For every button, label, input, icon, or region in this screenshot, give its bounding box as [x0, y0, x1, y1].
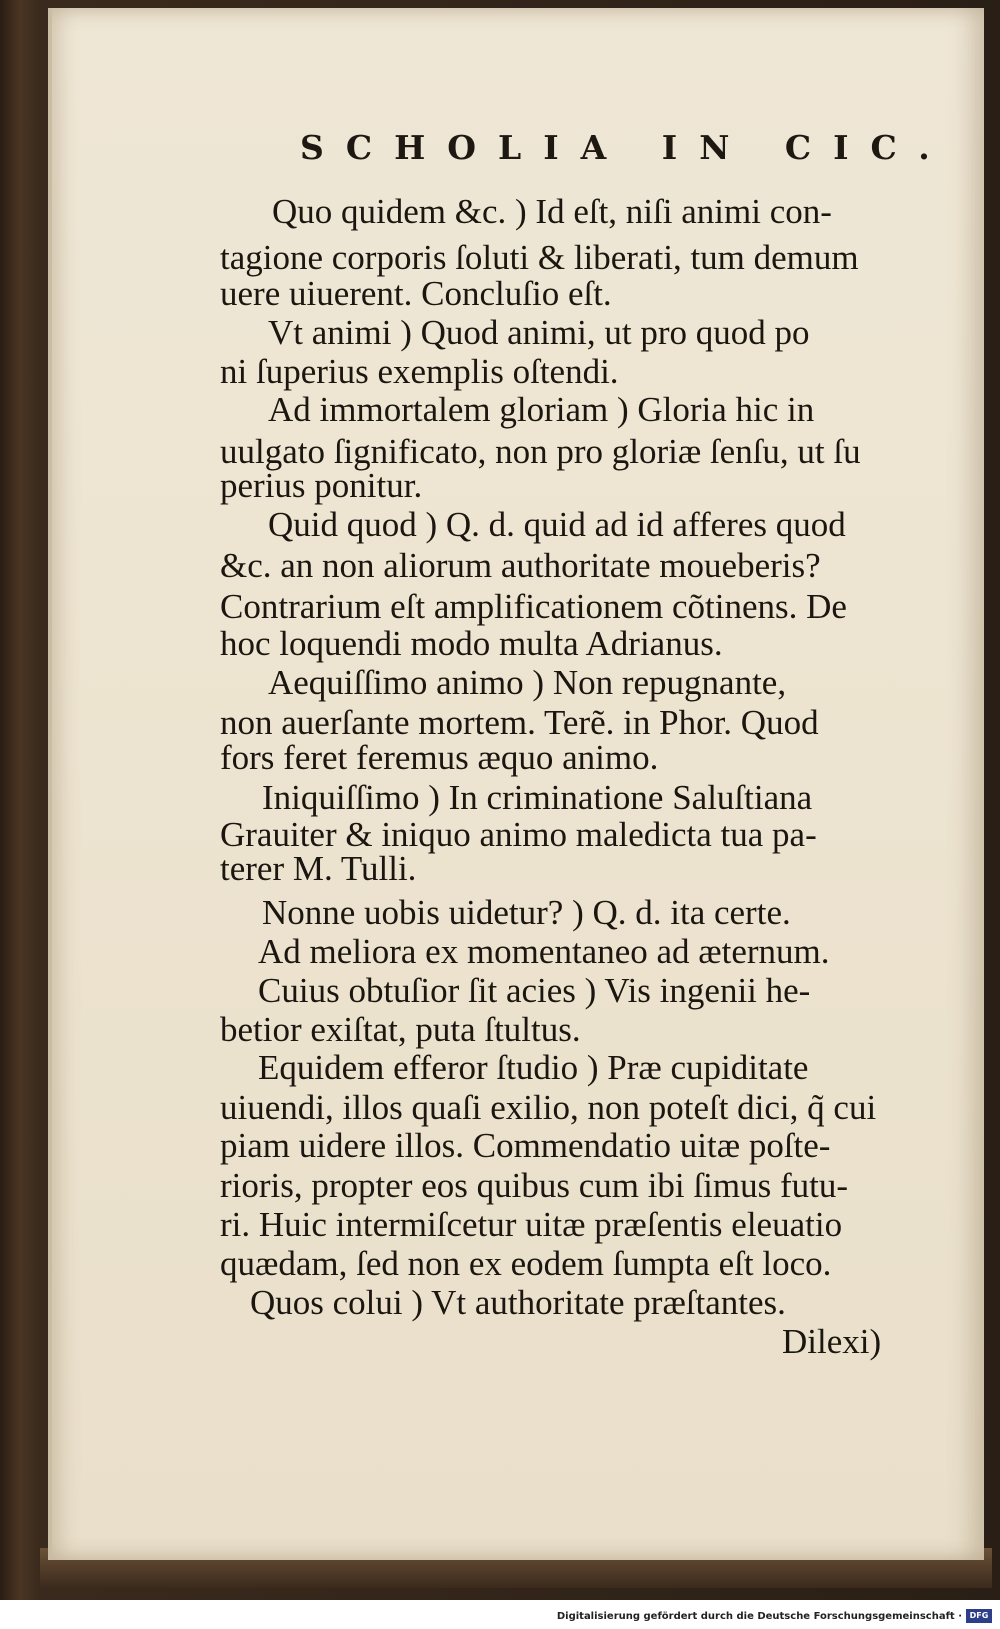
text-line: Grauiter & iniquo animo maledicta tua pa- [220, 815, 817, 854]
text-line: non auerſante mortem. Terẽ. in Phor. Quod [220, 703, 819, 742]
text-line: Equidem efferor ſtudio ) Præ cupiditate [258, 1048, 809, 1087]
digitization-credit: Digitalisierung gefördert durch die Deutsche Forschungsgemeinschaft · [556, 1611, 962, 1622]
text-line: uere uiuerent. Concluſio eſt. [220, 274, 612, 313]
text-line: fors feret feremus æquo animo. [220, 738, 659, 777]
text-line: piam uidere illos. Commendatio uitæ poſte- [220, 1126, 831, 1165]
text-line: Quo quidem &c. ) Id eſt, niſi animi con- [272, 192, 832, 231]
text-line: betior exiſtat, puta ſtultus. [220, 1010, 581, 1049]
text-line: rioris, propter eos quibus cum ibi ſimus futu- [220, 1166, 848, 1205]
text-line: Ad meliora ex momentaneo ad æternum. [258, 932, 830, 971]
text-line: Contrarium eſt amplificationem cõtinens. De [220, 587, 847, 626]
text-line: quædam, ſed non ex eodem ſumpta eſt loco. [220, 1244, 832, 1283]
text-line: terer M. Tulli. [220, 849, 417, 888]
text-line: uiuendi, illos quaſi exilio, non poteſt dici, q̃ cui [220, 1088, 877, 1127]
dfg-logo: DFG [966, 1609, 992, 1623]
text-line: hoc loquendi modo multa Adrianus. [220, 624, 723, 663]
text-line: Quid quod ) Q. d. quid ad id afferes quod [268, 505, 846, 544]
text-line: Iniquiſſimo ) In criminatione Saluſtiana [262, 778, 813, 817]
text-line: Ad immortalem gloriam ) Gloria hic in [268, 390, 815, 429]
text-line: uulgato ſignificato, non pro gloriæ ſenſu, ut ſu [220, 432, 861, 471]
text-line: Vt animi ) Quod animi, ut pro quod po [268, 313, 810, 352]
text-line: Cuius obtuſior ſit acies ) Vis ingenii he- [258, 971, 811, 1010]
running-header: SCHOLIA IN CIC. [300, 128, 952, 167]
text-line: tagione corporis ſoluti & liberati, tum demum [220, 238, 859, 277]
text-line: &c. an non aliorum authoritate moueberis? [220, 546, 821, 585]
catchword: Dilexi) [782, 1322, 882, 1361]
text-line: ri. Huic intermiſcetur uitæ præſentis eleuatio [220, 1205, 843, 1244]
text-line: ni ſuperius exemplis oſtendi. [220, 352, 619, 391]
text-line: Nonne uobis uidetur? ) Q. d. ita certe. [262, 893, 791, 932]
text-line: Aequiſſimo animo ) Non repugnante, [268, 663, 787, 702]
text-line: Quos colui ) Vt authoritate præſtantes. [250, 1283, 786, 1322]
text-line: perius ponitur. [220, 466, 423, 505]
